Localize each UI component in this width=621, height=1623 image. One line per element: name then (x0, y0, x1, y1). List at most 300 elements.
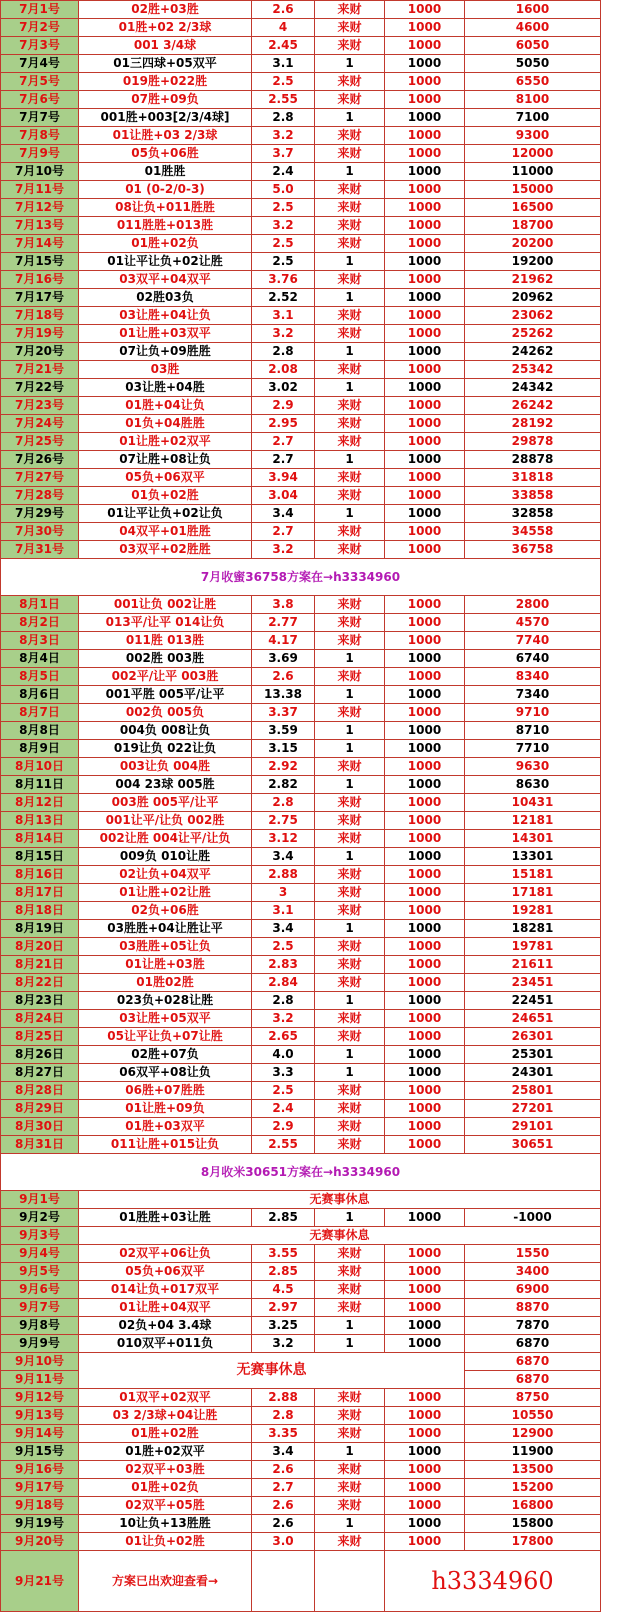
row-total: 24262 (465, 343, 601, 361)
row-stake: 1000 (385, 1281, 465, 1299)
row-odds: 2.45 (252, 37, 315, 55)
row-odds: 2.95 (252, 415, 315, 433)
row-date: 9月19号 (1, 1515, 79, 1533)
row-result: 来财 (315, 1263, 385, 1281)
row-odds: 2.7 (252, 523, 315, 541)
row-stake: 1000 (385, 686, 465, 704)
row-result: 来财 (315, 794, 385, 812)
row-date: 7月3号 (1, 37, 79, 55)
row-stake: 1000 (385, 758, 465, 776)
row-total: 27201 (465, 1100, 601, 1118)
row-odds: 2.08 (252, 361, 315, 379)
row-total: 26301 (465, 1028, 601, 1046)
result-row (1, 145, 601, 163)
row-result: 1 (315, 253, 385, 271)
result-row (1, 1281, 601, 1299)
row-odds: 2.5 (252, 938, 315, 956)
row-odds: 2.9 (252, 397, 315, 415)
row-odds: 2.65 (252, 1028, 315, 1046)
row-stake: 1000 (385, 541, 465, 559)
row-total: 29878 (465, 433, 601, 451)
row-date: 9月18号 (1, 1497, 79, 1515)
row-pick: 019胜+022胜 (79, 73, 252, 91)
row-date: 8月6日 (1, 686, 79, 704)
row-date: 7月26号 (1, 451, 79, 469)
result-row (1, 1461, 601, 1479)
result-row (1, 1, 601, 19)
row-odds: 3.2 (252, 1010, 315, 1028)
row-pick: 01胜+02 2/3球 (79, 19, 252, 37)
row-total: 2800 (465, 596, 601, 614)
row-odds: 2.8 (252, 992, 315, 1010)
row-pick: 013平/让平 014让负 (79, 614, 252, 632)
row-stake: 1000 (385, 740, 465, 758)
result-row (1, 433, 601, 451)
july-summary: 7月收蜜36758方案在→h3334960 (1, 559, 601, 596)
row-odds: 4.5 (252, 1281, 315, 1299)
row-pick: 08让负+011胜胜 (79, 199, 252, 217)
result-row (1, 614, 601, 632)
result-row (1, 253, 601, 271)
result-row (1, 1100, 601, 1118)
row-pick: 07让负+09胜胜 (79, 343, 252, 361)
row-total: 7870 (465, 1317, 601, 1335)
row-result: 来财 (315, 19, 385, 37)
row-total: 8870 (465, 1299, 601, 1317)
august-section (1, 596, 601, 1154)
result-row (1, 1046, 601, 1064)
result-row (1, 541, 601, 559)
row-odds: 2.7 (252, 451, 315, 469)
result-row (1, 181, 601, 199)
result-row (1, 1335, 601, 1353)
row-stake: 1000 (385, 1, 465, 19)
row-odds: 2.5 (252, 235, 315, 253)
row-stake: 1000 (385, 1515, 465, 1533)
row-result: 来财 (315, 614, 385, 632)
row-total: 1600 (465, 1, 601, 19)
row-total: 22451 (465, 992, 601, 1010)
result-row (1, 235, 601, 253)
row-result: 来财 (315, 938, 385, 956)
row-odds: 2.6 (252, 1515, 315, 1533)
result-row (1, 722, 601, 740)
row-date: 8月10日 (1, 758, 79, 776)
row-odds: 2.9 (252, 1118, 315, 1136)
row-result: 1 (315, 740, 385, 758)
result-row (1, 37, 601, 55)
row-date: 8月29日 (1, 1100, 79, 1118)
row-total: 6050 (465, 37, 601, 55)
result-row (1, 73, 601, 91)
row-pick: 01 (0-2/0-3) (79, 181, 252, 199)
row-stake: 1000 (385, 1100, 465, 1118)
row-odds: 13.38 (252, 686, 315, 704)
result-row (1, 686, 601, 704)
row-pick: 03让胜+05双平 (79, 1010, 252, 1028)
row-result: 来财 (315, 541, 385, 559)
row-pick: 03双平+04双平 (79, 271, 252, 289)
august-summary: 8月收米30651方案在→h3334960 (1, 1154, 601, 1191)
row-date: 8月4日 (1, 650, 79, 668)
row-result: 来财 (315, 1245, 385, 1263)
row-total: 29101 (465, 1118, 601, 1136)
row-result: 来财 (315, 884, 385, 902)
row-pick: 02让负+04双平 (79, 866, 252, 884)
row-date: 9月7号 (1, 1299, 79, 1317)
result-row (1, 271, 601, 289)
row-stake: 1000 (385, 1425, 465, 1443)
row-stake: 1000 (385, 902, 465, 920)
row-total: 11900 (465, 1443, 601, 1461)
row-total: 9710 (465, 704, 601, 722)
row-stake: 1000 (385, 1245, 465, 1263)
row-stake: 1000 (385, 1064, 465, 1082)
row-total: 23451 (465, 974, 601, 992)
result-row (1, 361, 601, 379)
row-pick: 01让负+02胜 (79, 1533, 252, 1551)
row-odds: 2.4 (252, 1100, 315, 1118)
row-odds: 2.97 (252, 1299, 315, 1317)
row-date: 7月24号 (1, 415, 79, 433)
result-row (1, 884, 601, 902)
row-odds: 2.8 (252, 343, 315, 361)
row-result: 来财 (315, 1299, 385, 1317)
row-stake: 1000 (385, 848, 465, 866)
row-result: 1 (315, 1515, 385, 1533)
row-pick: 01胜+02双平 (79, 1443, 252, 1461)
row-stake: 1000 (385, 1209, 465, 1227)
result-row (1, 415, 601, 433)
row-odds: 3.12 (252, 830, 315, 848)
row-stake: 1000 (385, 181, 465, 199)
row-stake: 1000 (385, 1461, 465, 1479)
row-total: 25301 (465, 1046, 601, 1064)
row-result: 来财 (315, 902, 385, 920)
row-result: 来财 (315, 1479, 385, 1497)
row-stake: 1000 (385, 650, 465, 668)
row-total: 15200 (465, 1479, 601, 1497)
row-result: 来财 (315, 1425, 385, 1443)
row-result: 来财 (315, 758, 385, 776)
row-result: 来财 (315, 596, 385, 614)
row-result: 来财 (315, 307, 385, 325)
result-row (1, 1317, 601, 1335)
row-date: 7月18号 (1, 307, 79, 325)
row-date: 7月5号 (1, 73, 79, 91)
row-date: 8月12日 (1, 794, 79, 812)
row-pick: 05让平让负+07让胜 (79, 1028, 252, 1046)
row-stake: 1000 (385, 91, 465, 109)
row-stake: 1000 (385, 632, 465, 650)
row-stake: 1000 (385, 722, 465, 740)
row-result: 来财 (315, 974, 385, 992)
row-stake: 1000 (385, 199, 465, 217)
september-section (1, 1191, 601, 1353)
row-total: 33858 (465, 487, 601, 505)
result-row (1, 668, 601, 686)
row-odds: 3.55 (252, 1245, 315, 1263)
row-odds: 3.7 (252, 145, 315, 163)
row-pick: 05负+06双平 (79, 1263, 252, 1281)
row-pick: 01让胜+02双平 (79, 433, 252, 451)
row-result: 1 (315, 379, 385, 397)
row-odds: 3.59 (252, 722, 315, 740)
row-odds: 3.2 (252, 1335, 315, 1353)
row-odds: 3.35 (252, 1425, 315, 1443)
row-total: 18700 (465, 217, 601, 235)
row-result: 1 (315, 1443, 385, 1461)
row-date: 8月7日 (1, 704, 79, 722)
row-total: 12900 (465, 1425, 601, 1443)
row-pick: 001平胜 005平/让平 (79, 686, 252, 704)
row-pick: 06胜+07胜胜 (79, 1082, 252, 1100)
row-total: 20200 (465, 235, 601, 253)
row-odds: 2.7 (252, 1479, 315, 1497)
row-total: 18281 (465, 920, 601, 938)
row-total: 7100 (465, 109, 601, 127)
row-pick: 01胜+02胜 (79, 1425, 252, 1443)
row-odds: 3.04 (252, 487, 315, 505)
result-row (1, 974, 601, 992)
row-stake: 1000 (385, 37, 465, 55)
row-odds: 2.4 (252, 163, 315, 181)
result-row (1, 992, 601, 1010)
row-pick: 001胜+003[2/3/4球] (79, 109, 252, 127)
row-pick: 06双平+08让负 (79, 1064, 252, 1082)
row-odds: 3.3 (252, 1064, 315, 1082)
row-result: 来财 (315, 1407, 385, 1425)
row-date: 9月5号 (1, 1263, 79, 1281)
row-stake: 1000 (385, 1443, 465, 1461)
row-odds: 3.2 (252, 325, 315, 343)
row-pick: 002平/让平 003胜 (79, 668, 252, 686)
row-result: 来财 (315, 1497, 385, 1515)
result-row (1, 776, 601, 794)
row-odds: 3.4 (252, 1443, 315, 1461)
row-odds: 4 (252, 19, 315, 37)
result-row (1, 217, 601, 235)
row-odds: 2.75 (252, 812, 315, 830)
row-pick: 009负 010让胜 (79, 848, 252, 866)
row-pick: 01负+04胜胜 (79, 415, 252, 433)
row-total: 6550 (465, 73, 601, 91)
row-date: 7月11号 (1, 181, 79, 199)
row-date: 7月29号 (1, 505, 79, 523)
row-total: 23062 (465, 307, 601, 325)
row-date: 8月19日 (1, 920, 79, 938)
row-odds: 2.84 (252, 974, 315, 992)
row-odds: 3.1 (252, 902, 315, 920)
row-pick: 04双平+01胜胜 (79, 523, 252, 541)
result-row (1, 91, 601, 109)
result-row (1, 848, 601, 866)
row-date: 7月19号 (1, 325, 79, 343)
row-stake: 1000 (385, 343, 465, 361)
row-pick: 02胜03负 (79, 289, 252, 307)
result-row (1, 1425, 601, 1443)
row-total: 9300 (465, 127, 601, 145)
row-pick: 03双平+02胜胜 (79, 541, 252, 559)
row-pick: 003让负 004胜 (79, 758, 252, 776)
row-pick: 011胜 013胜 (79, 632, 252, 650)
row-pick: 01三四球+05双平 (79, 55, 252, 73)
row-result: 来财 (315, 1533, 385, 1551)
row-stake: 1000 (385, 163, 465, 181)
row-stake: 1000 (385, 361, 465, 379)
row-pick: 001 3/4球 (79, 37, 252, 55)
row-pick: 02胜+03胜 (79, 1, 252, 19)
row-total: 30651 (465, 1136, 601, 1154)
row-total: 24342 (465, 379, 601, 397)
row-result: 1 (315, 55, 385, 73)
final-note: 方案已出欢迎查看→ (79, 1551, 252, 1612)
row-result: 来财 (315, 956, 385, 974)
september-late-section (1, 1389, 601, 1551)
row-result: 来财 (315, 91, 385, 109)
august-summary-section (1, 1154, 601, 1191)
row-stake: 1000 (385, 830, 465, 848)
row-odds: 3.8 (252, 596, 315, 614)
row-stake: 1000 (385, 469, 465, 487)
row-stake: 1000 (385, 451, 465, 469)
row-result: 1 (315, 776, 385, 794)
row-total: 28192 (465, 415, 601, 433)
row-stake: 1000 (385, 235, 465, 253)
rest-date: 9月11号 (1, 1371, 79, 1389)
row-result: 来财 (315, 523, 385, 541)
row-result: 来财 (315, 487, 385, 505)
row-result: 来财 (315, 127, 385, 145)
row-pick: 01胜胜+03让胜 (79, 1209, 252, 1227)
row-date: 8月3日 (1, 632, 79, 650)
result-row (1, 704, 601, 722)
row-pick: 05负+06胜 (79, 145, 252, 163)
row-odds: 2.5 (252, 1082, 315, 1100)
row-date: 9月9号 (1, 1335, 79, 1353)
row-total: 6740 (465, 650, 601, 668)
row-total: 25801 (465, 1082, 601, 1100)
row-odds: 2.85 (252, 1209, 315, 1227)
row-total: 17181 (465, 884, 601, 902)
row-result: 来财 (315, 812, 385, 830)
row-odds: 3.25 (252, 1317, 315, 1335)
row-total: 7710 (465, 740, 601, 758)
row-odds: 2.6 (252, 1497, 315, 1515)
row-date: 7月1号 (1, 1, 79, 19)
row-stake: 1000 (385, 523, 465, 541)
result-row (1, 938, 601, 956)
row-total: 28878 (465, 451, 601, 469)
row-date: 8月15日 (1, 848, 79, 866)
row-total: 15181 (465, 866, 601, 884)
row-stake: 1000 (385, 505, 465, 523)
rest-total: 6870 (465, 1371, 601, 1389)
row-pick: 03胜 (79, 361, 252, 379)
row-date: 7月28号 (1, 487, 79, 505)
row-stake: 1000 (385, 1335, 465, 1353)
row-date: 9月2号 (1, 1209, 79, 1227)
row-total: 3400 (465, 1263, 601, 1281)
row-result: 来财 (315, 271, 385, 289)
row-pick: 014让负+017双平 (79, 1281, 252, 1299)
row-pick: 02负+06胜 (79, 902, 252, 920)
row-date: 8月11日 (1, 776, 79, 794)
row-stake: 1000 (385, 1479, 465, 1497)
result-row (1, 1191, 601, 1209)
row-pick: 002让胜 004让平/让负 (79, 830, 252, 848)
row-date: 8月25日 (1, 1028, 79, 1046)
result-row (1, 127, 601, 145)
row-date: 7月23号 (1, 397, 79, 415)
row-date: 8月14日 (1, 830, 79, 848)
row-pick: 01让胜+03胜 (79, 956, 252, 974)
row-total: 4600 (465, 19, 601, 37)
result-row (1, 1118, 601, 1136)
result-row (1, 650, 601, 668)
row-odds: 4.0 (252, 1046, 315, 1064)
row-odds: 2.55 (252, 1136, 315, 1154)
result-row (1, 596, 601, 614)
rest-note: 无赛事休息 (79, 1227, 601, 1245)
row-pick: 07胜+09负 (79, 91, 252, 109)
row-result: 1 (315, 289, 385, 307)
row-stake: 1000 (385, 1046, 465, 1064)
row-odds: 2.7 (252, 433, 315, 451)
row-pick: 03胜胜+04让胜让平 (79, 920, 252, 938)
rest-date: 9月10号 (1, 1353, 79, 1371)
result-row (1, 1209, 601, 1227)
row-date: 7月15号 (1, 253, 79, 271)
result-row (1, 1497, 601, 1515)
row-total: 8100 (465, 91, 601, 109)
row-stake: 1000 (385, 668, 465, 686)
row-result: 1 (315, 650, 385, 668)
row-pick: 01让胜+09负 (79, 1100, 252, 1118)
row-date: 8月27日 (1, 1064, 79, 1082)
row-date: 7月31号 (1, 541, 79, 559)
row-total: -1000 (465, 1209, 601, 1227)
row-total: 31818 (465, 469, 601, 487)
row-total: 12000 (465, 145, 601, 163)
row-result: 1 (315, 920, 385, 938)
row-odds: 3 (252, 884, 315, 902)
result-row (1, 325, 601, 343)
row-total: 13500 (465, 1461, 601, 1479)
row-result: 1 (315, 109, 385, 127)
row-date: 7月16号 (1, 271, 79, 289)
result-row (1, 1515, 601, 1533)
row-odds: 2.88 (252, 866, 315, 884)
row-odds: 2.5 (252, 73, 315, 91)
row-result: 来财 (315, 1461, 385, 1479)
row-total: 17800 (465, 1533, 601, 1551)
row-pick: 001让负 002让胜 (79, 596, 252, 614)
row-total: 1550 (465, 1245, 601, 1263)
row-stake: 1000 (385, 1317, 465, 1335)
result-row (1, 307, 601, 325)
row-result: 来财 (315, 397, 385, 415)
row-pick: 001让平/让负 002胜 (79, 812, 252, 830)
row-odds: 4.17 (252, 632, 315, 650)
row-result: 来财 (315, 73, 385, 91)
row-result: 来财 (315, 433, 385, 451)
row-odds: 3.76 (252, 271, 315, 289)
row-date: 8月9日 (1, 740, 79, 758)
row-date: 8月16日 (1, 866, 79, 884)
row-date: 7月14号 (1, 235, 79, 253)
row-result: 来财 (315, 1010, 385, 1028)
